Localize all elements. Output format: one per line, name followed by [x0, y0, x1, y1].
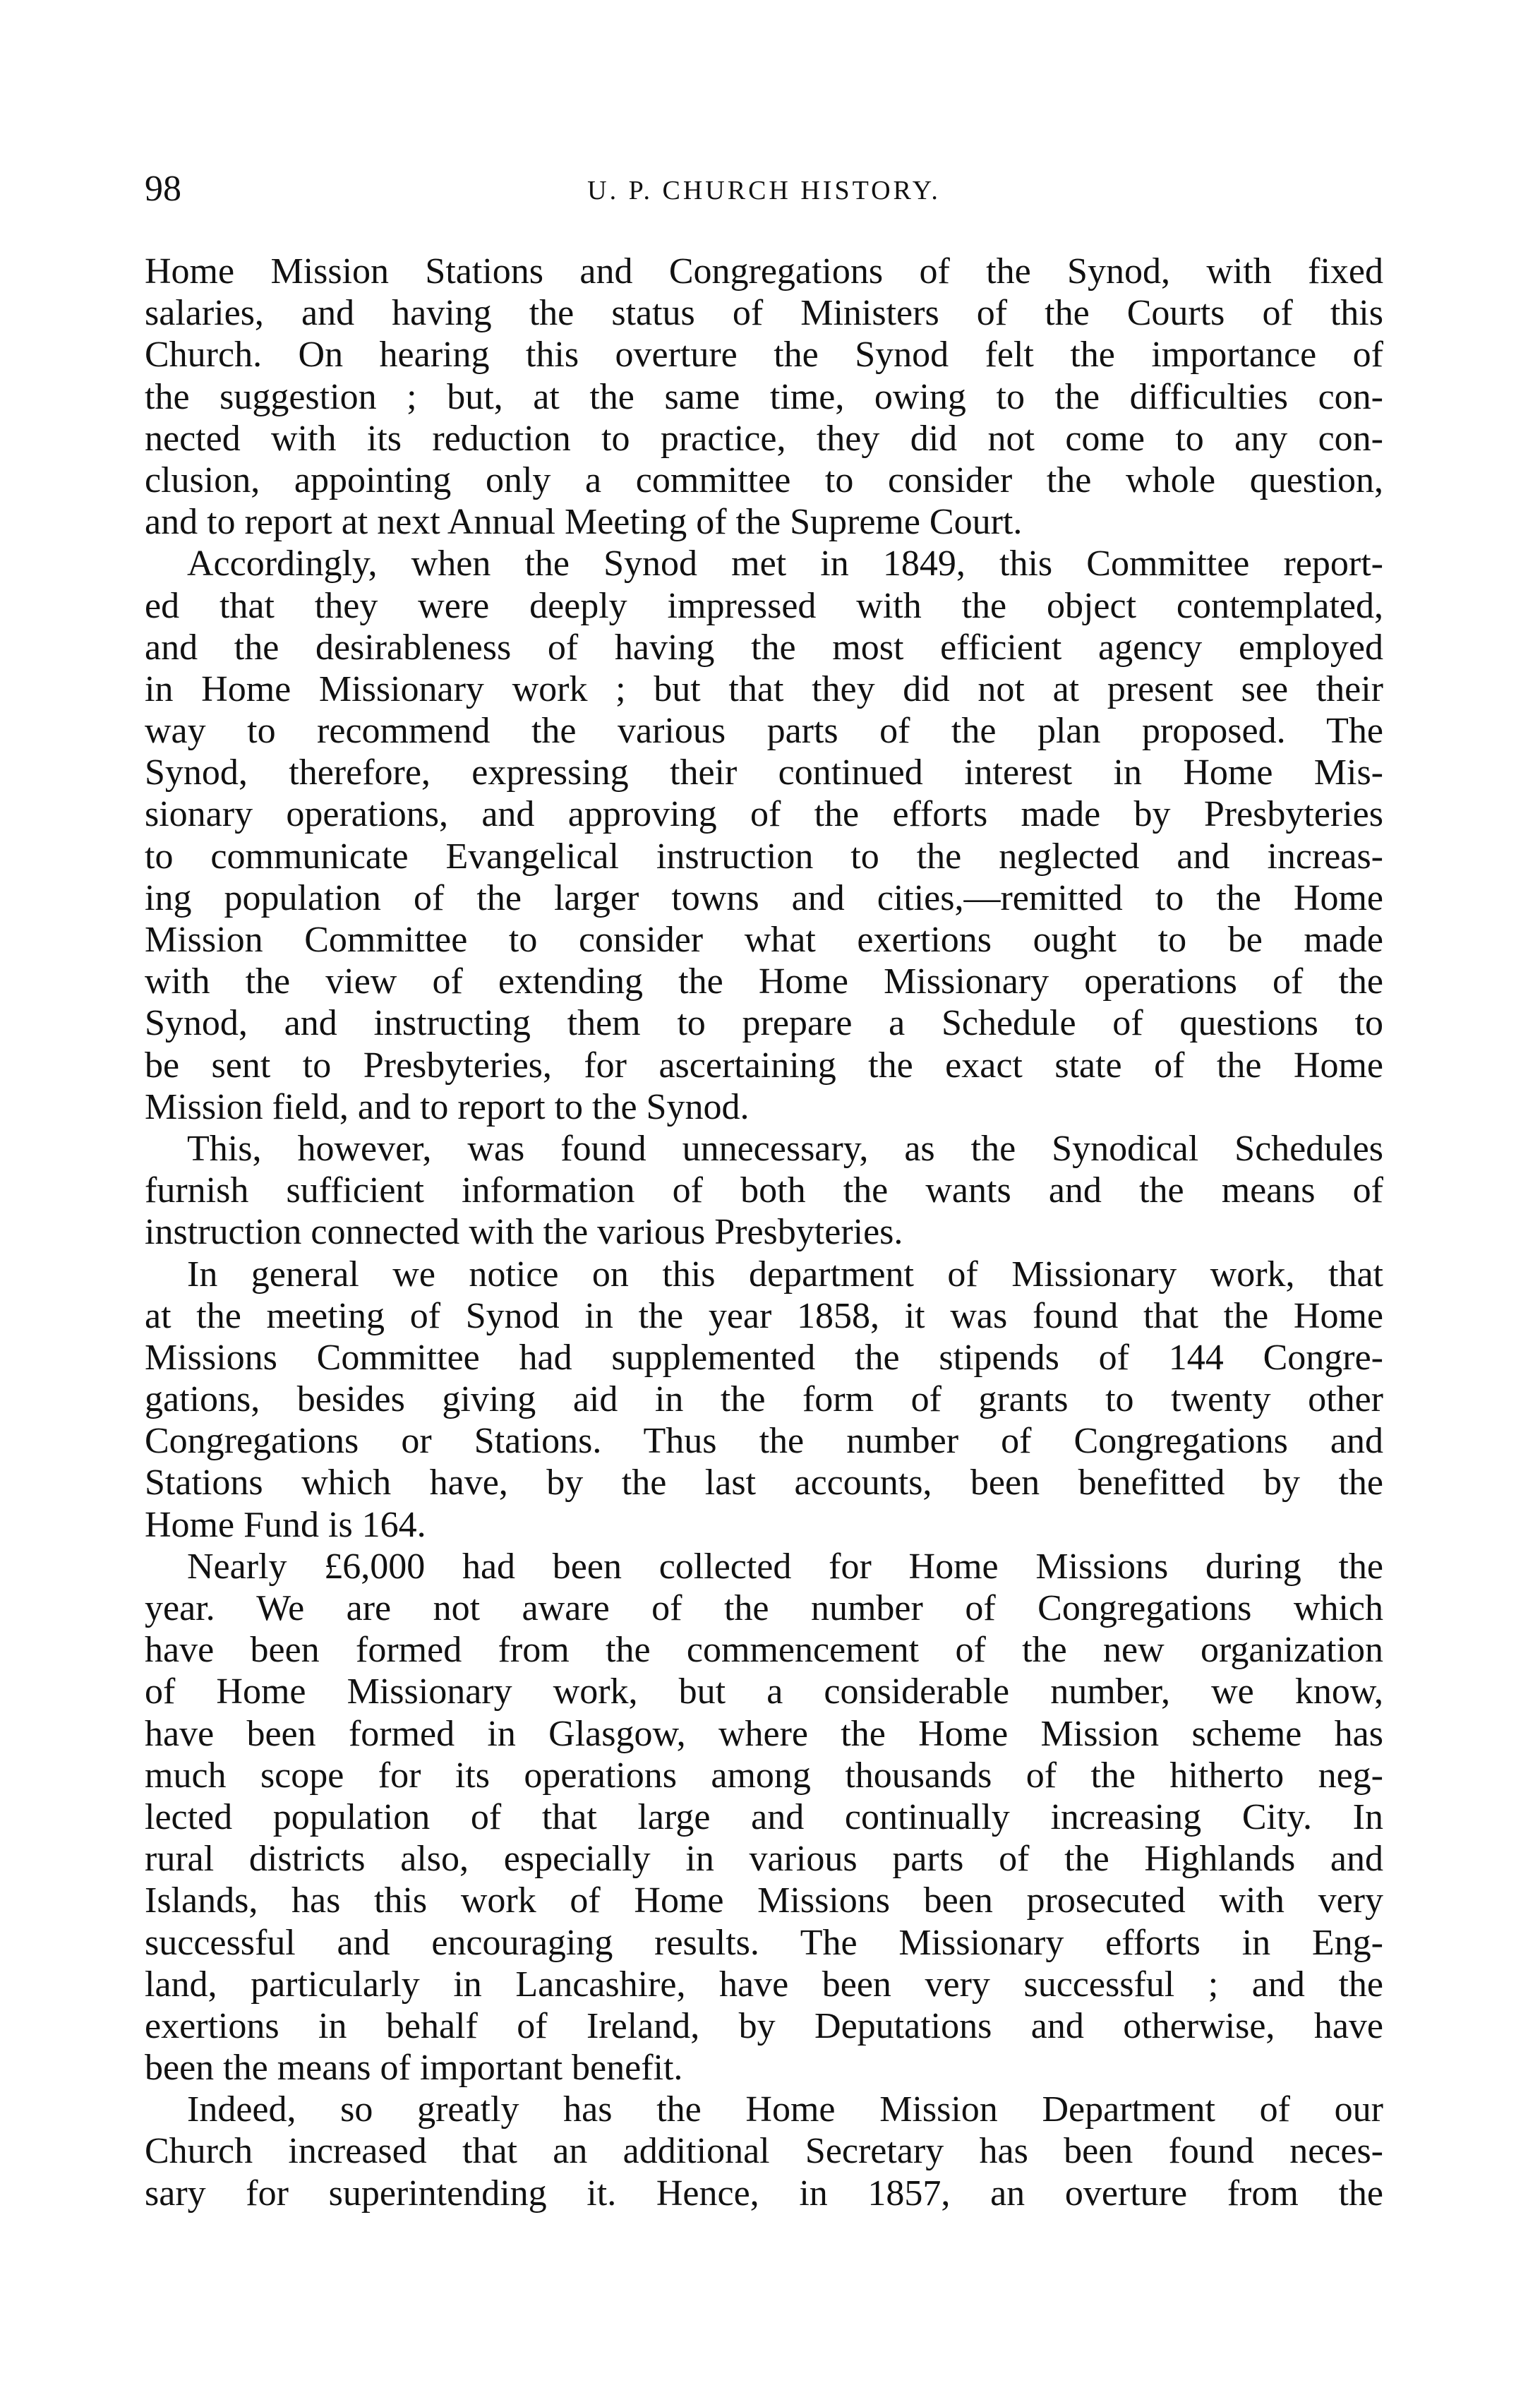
text-line: to communicate Evangelical instruction to the neglected and increas- — [145, 836, 1383, 877]
text-line: instruction connected with the various Presbyteries. — [145, 1212, 903, 1253]
text-line: Missions Committee had supplemented the stipends of 144 Congre- — [145, 1337, 1383, 1378]
text-line: Synod, and instructing them to prepare a Schedule of questions to — [145, 1003, 1383, 1044]
paragraph-start-line: Nearly £6,000 had been collected for Home Missions during the — [187, 1546, 1383, 1587]
text-line: nected with its reduction to practice, they did not come to any con- — [145, 418, 1383, 459]
text-line: Church. On hearing this overture the Synod felt the importance of — [145, 335, 1383, 376]
text-line: Home Fund is 164. — [145, 1504, 426, 1545]
text-line: be sent to Presbyteries, for ascertaining the exact state of the Home — [145, 1045, 1383, 1086]
text-line: been the means of important benefit. — [145, 2048, 683, 2089]
text-line: much scope for its operations among thousands of the hitherto neg- — [145, 1755, 1383, 1796]
text-line: Mission field, and to report to the Synod. — [145, 1086, 750, 1127]
text-line: furnish sufficient information of both the wants and the means of — [145, 1170, 1383, 1211]
page-number: 98 — [145, 169, 181, 209]
text-line: salaries, and having the status of Ministers of the Courts of this — [145, 293, 1383, 334]
text-line: and the desirableness of having the most efficient agency employed — [145, 627, 1383, 668]
running-head: U. P. CHURCH HISTORY. — [587, 176, 941, 205]
text-line: gations, besides giving aid in the form of grants to twenty other — [145, 1379, 1383, 1420]
text-line: ing population of the larger towns and cities,—remitted to the Home — [145, 877, 1383, 918]
text-line: sionary operations, and approving of the efforts made by Presbyteries — [145, 794, 1383, 835]
text-line: Home Mission Stations and Congregations of the Synod, with fixed — [145, 251, 1383, 292]
text-line: way to recommend the various parts of the plan proposed. The — [145, 711, 1383, 752]
text-line: clusion, appointing only a committee to consider the whole question, — [145, 460, 1383, 500]
text-line: sary for superintending it. Hence, in 1857, an overture from the — [145, 2173, 1383, 2214]
text-line: ed that they were deeply impressed with the object contemplated, — [145, 585, 1383, 626]
paragraph-start-line: Indeed, so greatly has the Home Mission Department of our — [187, 2089, 1383, 2130]
text-line: and to report at next Annual Meeting of the Supreme Court. — [145, 502, 1023, 543]
text-line: successful and encouraging results. The Missionary efforts in Eng- — [145, 1922, 1383, 1963]
text-line: exertions in behalf of Ireland, by Deputations and otherwise, have — [145, 2005, 1383, 2046]
body-text — [145, 251, 1383, 2214]
paragraph-start-line: This, however, was found unnecessary, as the Synodical Schedules — [187, 1128, 1383, 1169]
text-line: at the meeting of Synod in the year 1858, it was found that the Home — [145, 1295, 1383, 1336]
paragraph-start-line: In general we notice on this department of Missionary work, that — [187, 1254, 1383, 1295]
text-line: have been formed from the commencement of the new organization — [145, 1630, 1383, 1671]
text-line: lected population of that large and continually increasing City. In — [145, 1796, 1383, 1837]
text-line: Church increased that an additional Secretary has been found neces- — [145, 2131, 1383, 2172]
text-line: rural districts also, especially in various parts of the Highlands and — [145, 1839, 1383, 1880]
text-line: with the view of extending the Home Missionary operations of the — [145, 961, 1383, 1002]
text-line: Synod, therefore, expressing their continued interest in Home Mis- — [145, 752, 1383, 793]
text-line: year. We are not aware of the number of Congregations which — [145, 1588, 1383, 1628]
text-line: land, particularly in Lancashire, have been very successful ; and the — [145, 1964, 1383, 2005]
text-line: Congregations or Stations. Thus the number of Congregations and — [145, 1421, 1383, 1462]
page-header — [145, 168, 1383, 224]
text-line: Stations which have, by the last accounts, been benefitted by the — [145, 1463, 1383, 1503]
paragraph-start-line: Accordingly, when the Synod met in 1849, this Committee report- — [187, 544, 1383, 584]
text-line: Islands, has this work of Home Missions been prosecuted with very — [145, 1880, 1383, 1921]
text-line: the suggestion ; but, at the same time, owing to the difficulties con- — [145, 376, 1383, 417]
text-line: Mission Committee to consider what exertions ought to be made — [145, 920, 1383, 960]
text-line: have been formed in Glasgow, where the Home Mission scheme has — [145, 1713, 1383, 1754]
text-line: of Home Missionary work, but a considerable number, we know, — [145, 1671, 1383, 1712]
text-line: in Home Missionary work ; but that they did not at present see their — [145, 668, 1383, 709]
